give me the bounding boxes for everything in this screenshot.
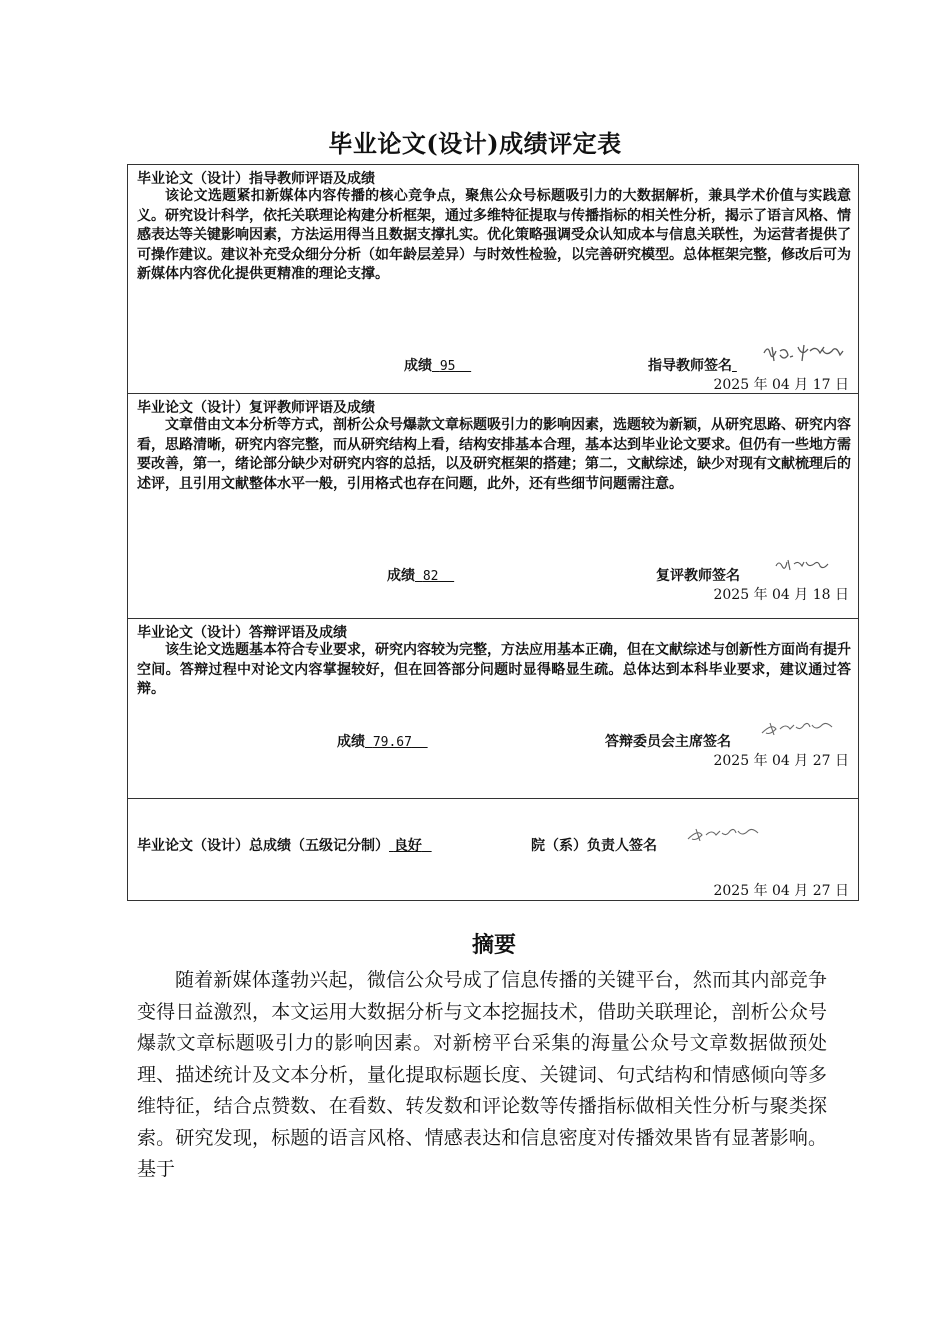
total-grade <box>137 835 432 855</box>
total-label: 毕业论文（设计）总成绩（五级记分制） <box>137 838 389 854</box>
abstract-title: 摘要 <box>471 932 516 958</box>
reviewer-signer: 复评教师签名 <box>656 568 740 584</box>
defense-score <box>337 731 428 751</box>
defense-score-value: 79.67 <box>372 735 412 750</box>
abstract-body: 随着新媒体蓬勃兴起，微信公众号成了信息传播的关键平台，然而其内部竞争变得日益激烈，本文运用大数据分析与文本挖掘技术，借助关联理论，剖析公众号爆款文章标题吸引力的影响因素。对新榜平台采集的海量公众号文章数据做预处理、描述统计及文本分析，量化提取标题长度、关键词、句式结构和情感倾向等多维特征，结合点赞数、在看数、转发数和评论数等传播指标做相关性分析与聚类探索。研究发现，标题的语言风格、情感表达和信息密度对传播效果皆有显著影响。基于 <box>137 969 827 1180</box>
reviewer-section <box>128 394 858 619</box>
grade-table <box>127 164 859 901</box>
defense-section <box>128 619 858 799</box>
total-grade-value: 良好 <box>393 838 422 854</box>
reviewer-date: 2025 年 04 月 18 日 <box>713 587 849 603</box>
page-title: 毕业论文(设计)成绩评定表 <box>328 129 622 158</box>
total-signer: 院（系）负责人签名 <box>531 838 657 854</box>
reviewer-score <box>387 565 454 585</box>
reviewer-heading: 毕业论文（设计）复评教师评语及成绩 <box>137 400 375 416</box>
total-signature <box>684 823 762 845</box>
advisor-score-label: 成绩 <box>404 358 432 374</box>
advisor-signer-label: 指导教师签名 <box>648 358 732 374</box>
total-section <box>128 799 858 900</box>
advisor-comment: 该论文选题紧扣新媒体内容传播的核心竞争点，聚焦公众号标题吸引力的大数据解析，兼具学术价值与实践意义。研究设计科学，依托关联理论构建分析框架，通过多维特征提取与传播指标的相关性分析，揭示了语言风格、情感表达等关键影响因素，方法运用得当且数据支撑扎实。优化策略强调受众认知成本与信息关联性，为运营者提供了可操作建议。建议补充受众细分分析（如年龄层差异）与时效性检验，以完善研究模型。总体框架完整，修改后可为新媒体内容优化提供更精准的理论支撑。 <box>137 188 851 283</box>
reviewer-score-label: 成绩 <box>387 568 415 584</box>
reviewer-comment: 文章借由文本分析等方式，剖析公众号爆款文章标题吸引力的影响因素，选题较为新颖，从研究思路、研究内容看，思路清晰，研究内容完整，而从研究结构上看，结构安排基本合理，基本达到毕业论文要求。但仍有一些地方需要改善，第一，绪论部分缺少对研究内容的总括，以及研究框架的搭建；第二，文献综述，缺少对现有文献梳理后的述评，且引用文献整体水平一般，引用格式也存在问题，此外，还有些细节问题需注意。 <box>137 417 851 492</box>
defense-score-label: 成绩 <box>337 734 365 750</box>
reviewer-score-value: 82 <box>422 569 439 584</box>
defense-signature <box>758 717 838 739</box>
advisor-score <box>404 355 471 375</box>
defense-heading: 毕业论文（设计）答辩评语及成绩 <box>137 625 347 641</box>
advisor-section <box>128 165 858 394</box>
advisor-score-value: 95 <box>439 359 456 374</box>
advisor-heading: 毕业论文（设计）指导教师评语及成绩 <box>137 171 375 187</box>
advisor-date: 2025 年 04 月 17 日 <box>713 377 849 393</box>
total-date: 2025 年 04 月 27 日 <box>713 883 849 899</box>
defense-signer: 答辩委员会主席签名 <box>605 734 731 750</box>
defense-date: 2025 年 04 月 27 日 <box>713 753 849 769</box>
defense-comment: 该生论文选题基本符合专业要求，研究内容较为完整，方法应用基本正确，但在文献综述与创新性方面尚有提升空间。答辩过程中对论文内容掌握较好，但在回答部分问题时显得略显生疏。总体达到本科毕业要求，建议通过答辩。 <box>137 642 851 698</box>
advisor-signature <box>760 341 848 365</box>
reviewer-signature <box>772 556 832 574</box>
advisor-signer <box>648 355 737 375</box>
